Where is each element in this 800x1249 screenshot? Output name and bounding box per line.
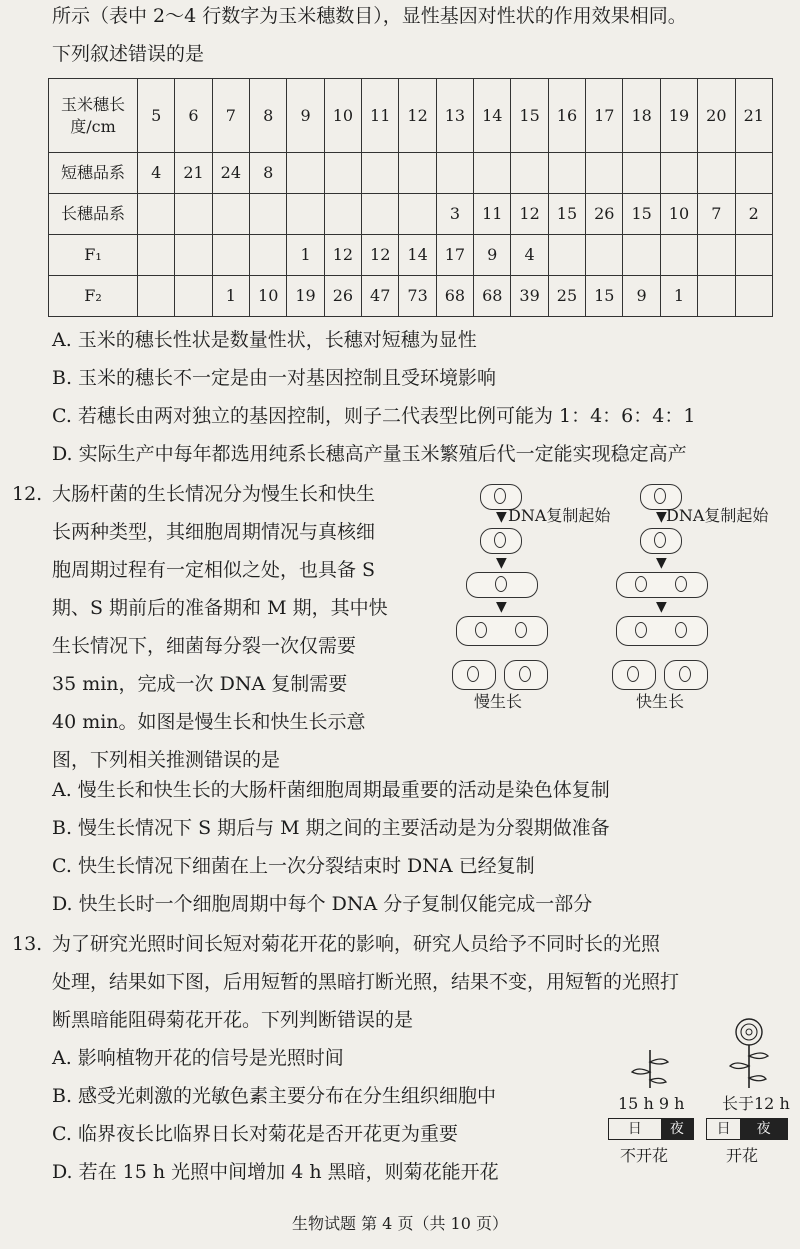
slow-growth-label: 慢生长	[474, 692, 523, 711]
table-cell: 3	[436, 194, 473, 235]
length-cell: 12	[399, 79, 436, 153]
table-cell	[175, 276, 212, 317]
table-cell: 9	[623, 276, 660, 317]
table-cell	[698, 153, 735, 194]
table-cell: 10	[250, 276, 287, 317]
length-cell: 10	[324, 79, 361, 153]
table-cell: 12	[324, 235, 361, 276]
table-cell	[735, 276, 773, 317]
length-cell: 6	[175, 79, 212, 153]
length-cell: 18	[623, 79, 660, 153]
q12-stem-line: 期、S 期前后的准备期和 M 期，其中快	[52, 597, 388, 619]
table-cell: 7	[698, 194, 735, 235]
q12-stem-line: 图，下列相关推测错误的是	[52, 749, 281, 771]
q12-stem-line: 大肠杆菌的生长情况分为慢生长和快生	[52, 483, 376, 505]
right-result-label: 开花	[726, 1146, 759, 1165]
table-cell: 68	[474, 276, 511, 317]
length-cell: 19	[660, 79, 697, 153]
q11-option-b: B. 玉米的穗长不一定是由一对基因控制且受环境影响	[52, 367, 497, 389]
table-cell: 1	[212, 276, 249, 317]
table-cell: 12	[511, 194, 548, 235]
table-row	[49, 276, 773, 317]
table-cell	[660, 153, 697, 194]
left-day-night-bar	[608, 1118, 694, 1140]
row-label: 短穗品系	[49, 153, 138, 194]
table-cell	[399, 194, 436, 235]
table-cell	[212, 194, 249, 235]
fast-daughter-cell	[664, 660, 708, 690]
length-cell: 14	[474, 79, 511, 153]
plant-no-flower-icon	[620, 1044, 680, 1090]
intro-line-2: 下列叙述错误的是	[52, 43, 205, 65]
table-cell: 26	[324, 276, 361, 317]
night-segment: 夜	[661, 1119, 693, 1139]
table-cell	[175, 194, 212, 235]
q12-option-b: B. 慢生长情况下 S 期后与 M 期之间的主要活动是为分裂期做准备	[52, 817, 610, 839]
slow-cell-4	[456, 616, 548, 646]
q13-option-b: B. 感受光刺激的光敏色素主要分布在分生组织细胞中	[52, 1085, 497, 1107]
table-cell	[623, 235, 660, 276]
table-cell	[212, 235, 249, 276]
q13-option-a: A. 影响植物开花的信号是光照时间	[52, 1047, 344, 1069]
length-cell: 11	[362, 79, 399, 153]
arrow-down-icon: ▼	[496, 599, 507, 615]
table-header-label	[49, 79, 138, 153]
table-cell	[623, 153, 660, 194]
table-cell	[138, 235, 175, 276]
table-cell	[362, 153, 399, 194]
slow-daughter-cell	[504, 660, 548, 690]
q12-stem-line: 35 min，完成一次 DNA 复制需要	[52, 673, 348, 695]
table-cell: 2	[735, 194, 773, 235]
left-photoperiod-label: 15 h 9 h	[618, 1094, 685, 1113]
q12-stem-line: 生长情况下，细菌每分裂一次仅需要	[52, 635, 357, 657]
table-cell	[660, 235, 697, 276]
q13-stem-line: 断黑暗能阻碍菊花开花。下列判断错误的是	[52, 1009, 414, 1031]
length-cell: 5	[138, 79, 175, 153]
slow-cell-2	[480, 528, 522, 554]
length-cell: 13	[436, 79, 473, 153]
table-cell: 17	[436, 235, 473, 276]
row-label: F₁	[49, 235, 138, 276]
table-cell: 15	[623, 194, 660, 235]
q13-stem-line: 处理，结果如下图，后用短暂的黑暗打断光照，结果不变，用短暂的光照打	[52, 971, 680, 993]
table-cell: 73	[399, 276, 436, 317]
table-cell	[138, 276, 175, 317]
table-cell	[324, 194, 361, 235]
right-day-night-bar	[706, 1118, 788, 1140]
table-cell: 39	[511, 276, 548, 317]
row-label: F₂	[49, 276, 138, 317]
table-cell: 4	[138, 153, 175, 194]
left-result-label: 不开花	[620, 1146, 669, 1165]
table-cell	[586, 235, 623, 276]
corn-ear-length-table	[48, 78, 773, 317]
table-cell	[362, 194, 399, 235]
table-cell	[474, 153, 511, 194]
table-cell: 68	[436, 276, 473, 317]
q11-option-c: C. 若穗长由两对独立的基因控制，则子二代表型比例可能为 1：4：6：4：1	[52, 405, 696, 427]
table-cell	[548, 153, 585, 194]
night-segment: 夜	[740, 1119, 787, 1139]
table-cell	[586, 153, 623, 194]
length-cell: 17	[586, 79, 623, 153]
table-cell: 8	[250, 153, 287, 194]
fast-cell-2	[640, 528, 682, 554]
table-cell	[287, 194, 324, 235]
table-cell: 10	[660, 194, 697, 235]
day-segment: 日	[627, 1121, 642, 1137]
table-cell: 26	[586, 194, 623, 235]
table-cell	[175, 235, 212, 276]
table-cell: 21	[175, 153, 212, 194]
plant-flowering-icon	[716, 1016, 782, 1090]
slow-daughter-cell	[452, 660, 496, 690]
q12-stem-line: 40 min。如图是慢生长和快生长示意	[52, 711, 366, 733]
length-cell: 21	[735, 79, 773, 153]
fast-growth-label: 快生长	[636, 692, 685, 711]
table-cell: 9	[474, 235, 511, 276]
table-cell: 14	[399, 235, 436, 276]
table-cell	[698, 276, 735, 317]
table-cell	[698, 235, 735, 276]
length-cell: 20	[698, 79, 735, 153]
arrow-down-icon: ▼	[656, 555, 667, 571]
q12-stem-line: 长两种类型，其细胞周期情况与真核细	[52, 521, 376, 543]
length-cell: 16	[548, 79, 585, 153]
table-cell	[436, 153, 473, 194]
q12-option-d: D. 快生长时一个细胞周期中每个 DNA 分子复制仅能完成一部分	[52, 893, 593, 915]
table-cell	[250, 194, 287, 235]
table-cell	[735, 153, 773, 194]
table-cell	[548, 235, 585, 276]
q12-option-a: A. 慢生长和快生长的大肠杆菌细胞周期最重要的活动是染色体复制	[52, 779, 610, 801]
row-label: 长穗品系	[49, 194, 138, 235]
table-row	[49, 235, 773, 276]
table-cell	[138, 194, 175, 235]
intro-line-1: 所示（表中 2～4 行数字为玉米穗数目），显性基因对性状的作用效果相同。	[52, 5, 687, 27]
q13-option-c: C. 临界夜长比临界日长对菊花是否开花更为重要	[52, 1123, 458, 1145]
table-cell: 1	[660, 276, 697, 317]
table-cell: 12	[362, 235, 399, 276]
arrow-down-icon: ▼	[496, 509, 507, 525]
page-footer: 生物试题 第 4 页（共 10 页）	[292, 1214, 508, 1233]
q13-number: 13.	[12, 933, 43, 955]
arrow-down-icon: ▼	[656, 509, 667, 525]
table-cell: 47	[362, 276, 399, 317]
length-cell: 8	[250, 79, 287, 153]
bacteria-division-figure	[450, 476, 790, 716]
arrow-down-icon: ▼	[496, 555, 507, 571]
length-cell: 7	[212, 79, 249, 153]
q12-stem-line: 胞周期过程有一定相似之处，也具备 S	[52, 559, 376, 581]
fast-cell-4	[616, 616, 708, 646]
q12-number: 12.	[12, 483, 43, 505]
table-cell	[287, 153, 324, 194]
table-header-text: 玉米穗长度/cm	[60, 94, 125, 136]
table-cell: 1	[287, 235, 324, 276]
arrow-down-icon: ▼	[656, 599, 667, 615]
fast-dna-label: DNA复制起始	[666, 506, 769, 525]
q11-option-a: A. 玉米的穗长性状是数量性状，长穗对短穗为显性	[52, 329, 477, 351]
length-cell: 15	[511, 79, 548, 153]
right-photoperiod-label: 长于12 h	[722, 1094, 790, 1113]
table-cell: 4	[511, 235, 548, 276]
table-cell: 15	[548, 194, 585, 235]
table-cell: 24	[212, 153, 249, 194]
table-cell: 15	[586, 276, 623, 317]
q12-option-c: C. 快生长情况下细菌在上一次分裂结束时 DNA 已经复制	[52, 855, 535, 877]
table-cell: 25	[548, 276, 585, 317]
q11-option-d: D. 实际生产中每年都选用纯系长穗高产量玉米繁殖后代一定能实现稳定高产	[52, 443, 687, 465]
table-row	[49, 153, 773, 194]
length-cell: 9	[287, 79, 324, 153]
table-cell	[250, 235, 287, 276]
table-cell	[399, 153, 436, 194]
fast-daughter-cell	[612, 660, 656, 690]
q13-stem-line: 为了研究光照时间长短对菊花开花的影响，研究人员给予不同时长的光照	[52, 933, 661, 955]
table-row	[49, 194, 773, 235]
table-cell	[324, 153, 361, 194]
slow-cell-3	[466, 572, 538, 598]
table-cell	[735, 235, 773, 276]
q13-option-d: D. 若在 15 h 光照中间增加 4 h 黑暗，则菊花能开花	[52, 1161, 499, 1183]
chrysanthemum-figure	[598, 1044, 794, 1194]
fast-cell-3	[616, 572, 708, 598]
day-segment: 日	[716, 1121, 731, 1137]
table-cell: 11	[474, 194, 511, 235]
table-cell: 19	[287, 276, 324, 317]
slow-dna-label: DNA复制起始	[508, 506, 611, 525]
table-cell	[511, 153, 548, 194]
